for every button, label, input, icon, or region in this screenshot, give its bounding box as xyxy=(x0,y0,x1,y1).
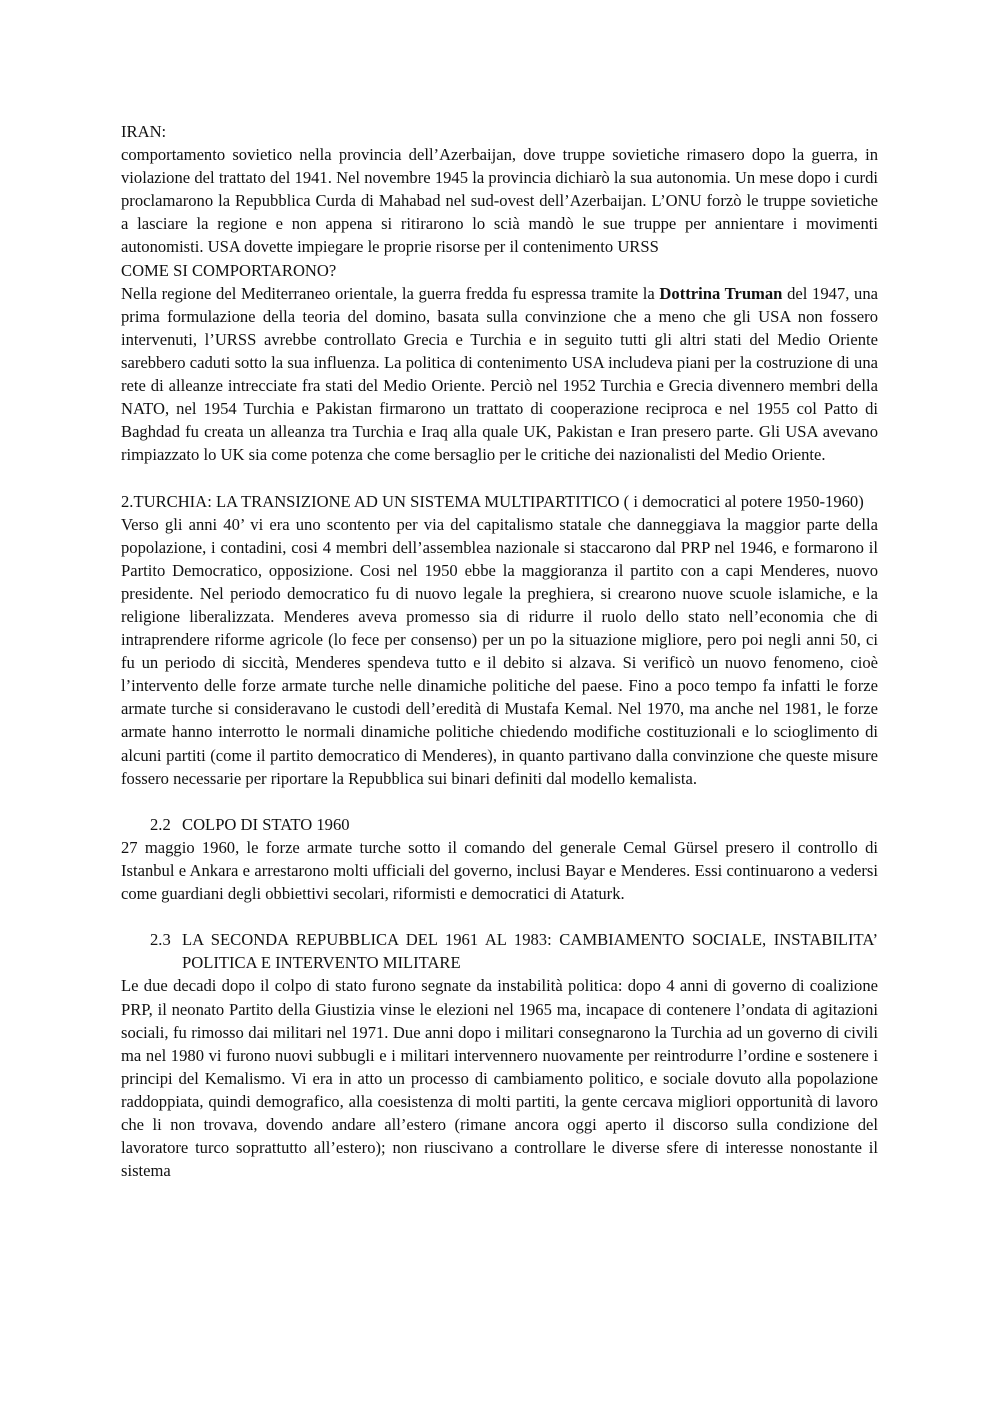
section-2-3-heading xyxy=(121,928,878,974)
section-2-2-title: COLPO DI STATO 1960 xyxy=(182,814,350,834)
behaviour-text-after: del 1947, una prima formulazione della teoria del domino, basata sulla convinzione che a meno che gli USA non fossero intervenuti, l’URSS avrebbe controllato Grecia e Turchia e in seguito tutti gli altri stati del Medio Oriente sarebbero caduti sotto la sua influenza. La politica di contenimento USA includeva piani per la costruzione di una rete di alleanze intrecciate fra stati del Medio Oriente. Perciò nel 1952 Turchia e Grecia divennero membri della NATO, nel 1954 Turchia e Pakistan firmarono un trattato di cooperazione reciproca e nel 1955 col Patto di Baghdad fu creata un alleanza tra Turchia e Iraq alla quale UK, Pakistan e Iran presero parte. Gli USA avevano rimpiazzato lo UK sia come potenza che come bersaglio per le critiche dei nazionalisti del Medio Oriente. xyxy=(121,283,878,465)
behaviour-paragraph xyxy=(121,282,878,467)
behaviour-text-before: Nella regione del Mediterraneo orientale, la guerra fredda fu espressa tramite la xyxy=(121,283,660,303)
behaviour-heading: COME SI COMPORTARONO? xyxy=(121,260,337,280)
spacer xyxy=(121,466,878,489)
section-2-3-paragraph: Le due decadi dopo il colpo di stato furono segnate da instabilità politica: dopo 4 anni di governo di coalizione PRP, il neonato Partito della Giustizia vinse le elezioni nel 1965 ma, incapace di contenere l’ondata di agitazioni sociali, fu rimosso dai militari nel 1971. Due anni dopo i militari consegnarono la Turchia ad un governo di civili ma nel 1980 vi furono nuovi subbugli e i militari intervennero nuovamente per reintrodurre l’ordine e sostenere i principi del Kemalismo. Vi era in atto un processo di cambiamento politico, e sociale dovuto alla popolazione raddoppiata, quindi demografico, alla coesistenza di molti partiti, la gente cercava migliori opportunità di lavoro che li non trovava, dovendo andare all’estero (rimane ancora oggi aperto il discorso sulla condizione del lavoratore turco soprattutto all’estero); non riuscivano a controllare le diverse sfere di interesse nonostante il sistema xyxy=(121,976,878,1181)
iran-heading: IRAN: xyxy=(121,122,167,141)
iran-paragraph: comportamento sovietico nella provincia dell’Azerbaijan, dove truppe sovietiche rimasero dopo la guerra, in violazione del trattato del 1941. Nel novembre 1945 la provincia dichiarò la sua autonomia. Un mese dopo i curdi proclamarono la Repubblica Curda di Mahabad nel sud-ovest dell’Azerbaijan. L’ONU forzò le truppe sovietiche a lasciare la regione e non appena si ritirarono lo scià mandò le sue truppe per annientare i movimenti autonomisti. USA dovette impiegare le proprie risorse per il contenimento URSS xyxy=(121,145,878,257)
spacer xyxy=(121,905,878,928)
document-page xyxy=(121,120,878,1182)
spacer xyxy=(121,790,878,813)
section-2-paragraph: Verso gli anni 40’ vi era uno scontento per via del capitalismo statale che danneggiava la maggior parte della popolazione, i contadini, cosi 4 membri dell’assemblea nazionale si staccarono dal PRP nel 1946, e formarono il Partito Democratico, opposizione. Cosi nel 1950 ebbe la maggioranza il partito con a capi Menderes, nuovo presidente. Nel periodo democratico fu di nuovo legale la preghiera, si crearono nuove scuole islamiche, e la religione liberalizzata. Menderes aveva promesso sia di ridurre il ruolo dello stato nell’economia che di intraprendere riforme agricole (lo fece per consenso) per un po la situazione migliore, pero poi negli anni 50, ci fu un periodo di siccità, Menderes spendeva tutto e il debito si alzava. Si verificò un nuovo fenomeno, cioè l’intervento delle forze armate turche nelle dinamiche politiche del paese. Fino a poco tempo fa infatti le forze armate turche si consideravano le custodi dell’eredità di Mustafa Kemal. Nel 1970, ma anche nel 1981, le forze armate hanno interrotto le normali dinamiche politiche chiedendo modifiche costituzionali e lo scioglimento di alcuni partiti (come il partito democratico di Menderes), in quanto partivano dalla convinzione che queste misure fossero necessarie per riportare la Repubblica sui binari definiti dal modello kemalista. xyxy=(121,514,878,788)
truman-doctrine-bold: Dottrina Truman xyxy=(659,283,783,303)
section-2-3-title: LA SECONDA REPUBBLICA DEL 1961 AL 1983: CAMBIAMENTO SOCIALE, INSTABILITA’ POLITICA E INTERVENTO MILITARE xyxy=(182,930,878,973)
section-2-2-paragraph: 27 maggio 1960, le forze armate turche sotto il comando del generale Cemal Gürsel presero il controllo di Istanbul e Ankara e arrestarono molti ufficiali del governo, inclusi Bayar e Menderes. Essi continuarono a vedersi come guardiani degli obbiettivi secolari, riformisti e democratici di Ataturk. xyxy=(121,837,878,904)
section-2-2-number: 2.2 xyxy=(150,814,171,834)
section-2-3-number: 2.3 xyxy=(150,930,171,950)
section-2-2-heading xyxy=(121,813,878,836)
section-2-heading: 2.TURCHIA: LA TRANSIZIONE AD UN SISTEMA MULTIPARTITICO ( i democratici al potere 1950-1960) xyxy=(121,491,864,511)
